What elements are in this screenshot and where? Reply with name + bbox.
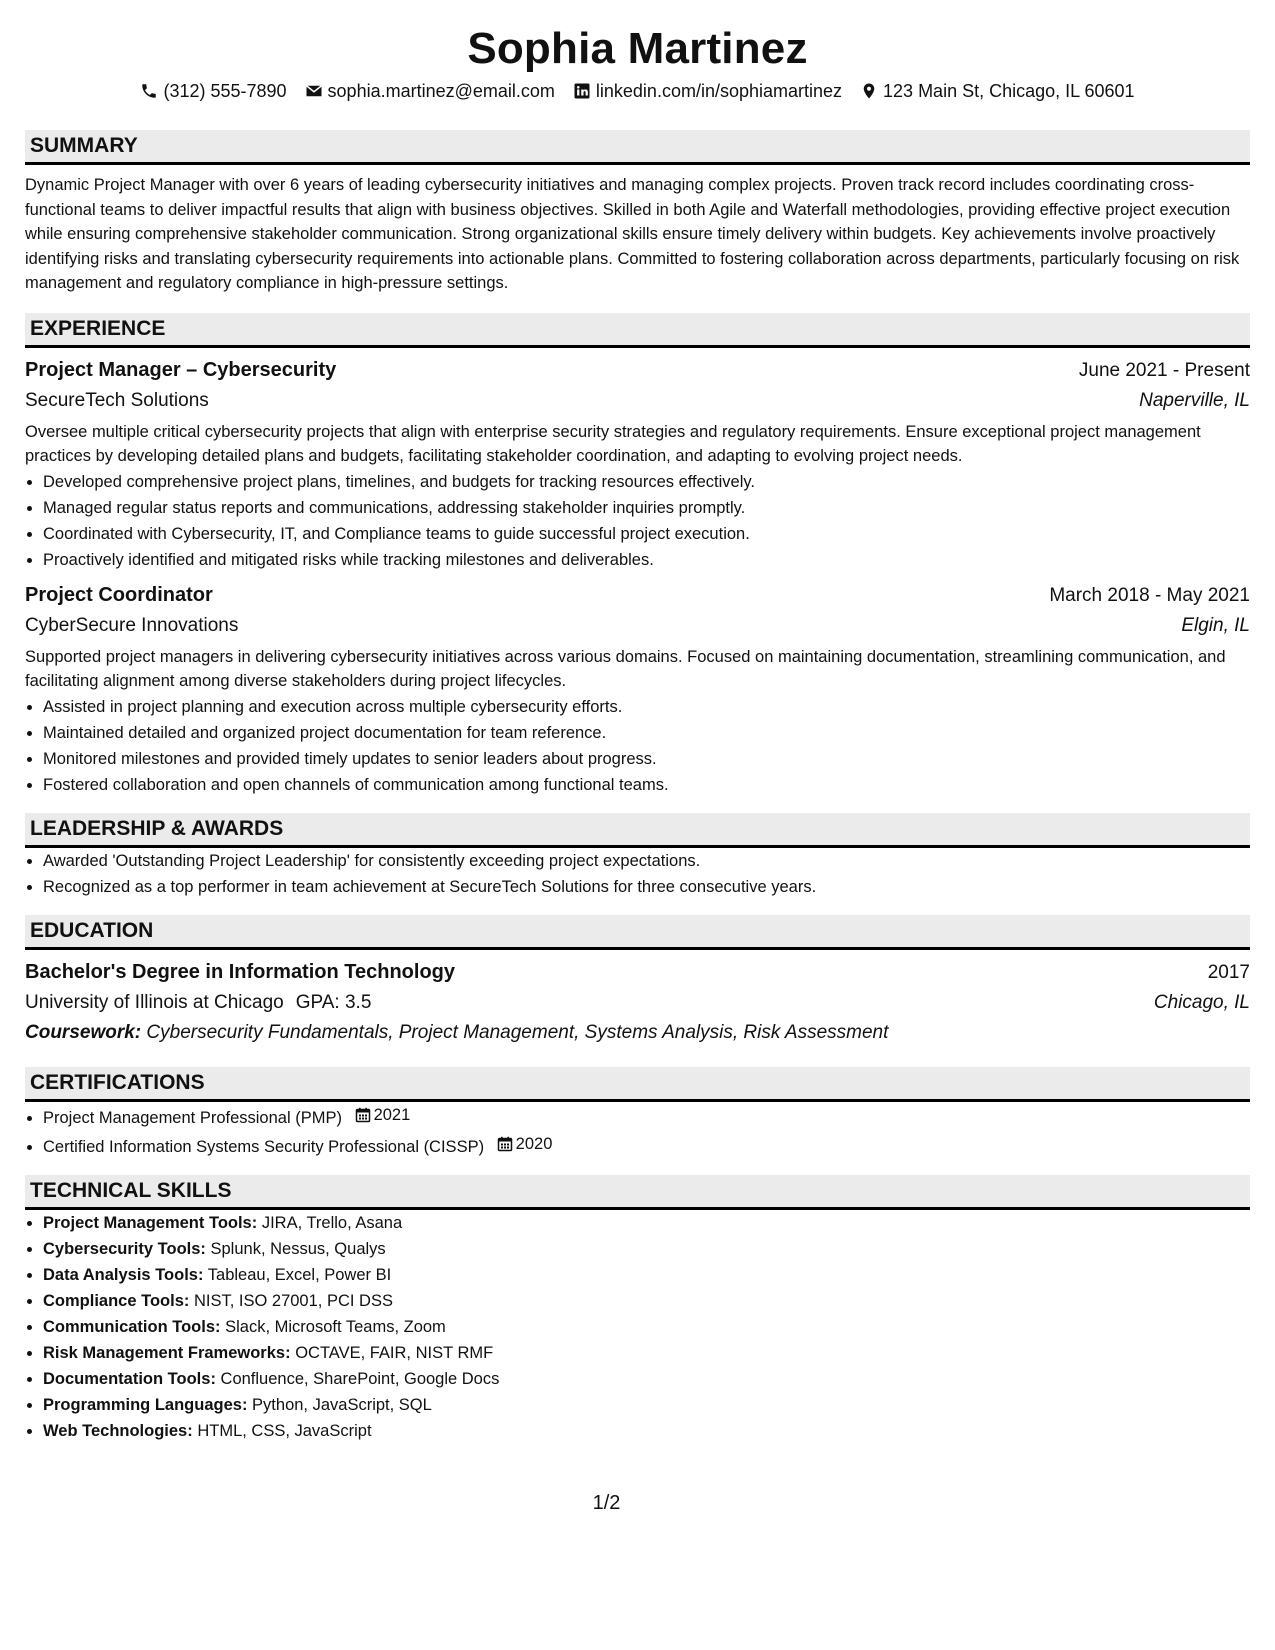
calendar-icon bbox=[355, 1107, 371, 1123]
skills-heading: TECHNICAL SKILLS bbox=[25, 1175, 1250, 1210]
list-item bbox=[43, 1340, 1250, 1366]
calendar-icon bbox=[497, 1136, 513, 1152]
job-company: CyberSecure Innovations bbox=[25, 614, 239, 636]
list-item bbox=[43, 1314, 1250, 1340]
linkedin-text[interactable]: linkedin.com/in/sophiamartinez bbox=[595, 81, 843, 101]
certifications-heading: CERTIFICATIONS bbox=[25, 1067, 1250, 1102]
job-bullets bbox=[25, 694, 1250, 798]
skill-label: Cybersecurity Tools: bbox=[43, 1239, 206, 1258]
list-item: • Monitored milestones and provided timely updates to senior leaders about progress. bbox=[43, 746, 1250, 772]
contact-address bbox=[860, 78, 1135, 104]
skill-value: Tableau, Excel, Power BI bbox=[207, 1265, 392, 1284]
list-item: • Coordinated with Cybersecurity, IT, and Compliance teams to guide successful project execution. bbox=[43, 521, 1250, 547]
school-location: Chicago, IL bbox=[1153, 991, 1250, 1013]
job-title: Project Manager – Cybersecurity bbox=[25, 358, 337, 381]
leadership-list bbox=[25, 848, 1250, 900]
skill-label: Data Analysis Tools: bbox=[43, 1265, 204, 1284]
skill-label: Web Technologies: bbox=[43, 1421, 193, 1440]
skill-label: Documentation Tools: bbox=[43, 1369, 216, 1388]
certification-name: Certified Information Systems Security Professional (CISSP) bbox=[43, 1137, 485, 1156]
skill-label: Project Management Tools: bbox=[43, 1213, 258, 1232]
list-item bbox=[43, 1262, 1250, 1288]
skill-value: Confluence, SharePoint, Google Docs bbox=[220, 1369, 500, 1388]
skill-label: Compliance Tools: bbox=[43, 1291, 190, 1310]
degree-title: Bachelor's Degree in Information Technology bbox=[25, 960, 456, 983]
list-item: • Assisted in project planning and execution across multiple cybersecurity efforts. bbox=[43, 694, 1250, 720]
skill-label: Programming Languages: bbox=[43, 1395, 248, 1414]
skill-value: OCTAVE, FAIR, NIST RMF bbox=[295, 1343, 494, 1362]
contact-email[interactable] bbox=[305, 78, 555, 104]
skill-label: Risk Management Frameworks: bbox=[43, 1343, 291, 1362]
summary-text: Dynamic Project Manager with over 6 years of leading cybersecurity initiatives and managing complex projects. Proven track record includes coordinating cross-functional teams to deliver impactful results that align with business objectives. Skilled in both Agile and Waterfall methodologies, providing effective project execution while ensuring comprehensive stakeholder communication. Strong organizational skills ensure timely delivery within budgets. Key achievements involve proactively identifying risks and translating cybersecurity requirements into actionable plans. Committed to fostering collaboration across departments, particularly focusing on risk management and regulatory compliance in high-pressure settings. bbox=[25, 176, 1240, 292]
job-title: Project Coordinator bbox=[25, 583, 213, 606]
certifications-list bbox=[25, 1102, 1250, 1160]
job-description: Oversee multiple critical cybersecurity projects that align with enterprise security strategies and regulatory requirements. Ensure exceptional project management practices by developing detailed plans and budgets, facilitating stakeholder coordination, and adapting to evolving project needs. bbox=[25, 422, 1201, 465]
list-item: • Maintained detailed and organized project documentation for team reference. bbox=[43, 720, 1250, 746]
job-description: Supported project managers in delivering cybersecurity initiatives across various domains. Focused on maintaining documentation, streamlining communication, and facilitating alignment among diverse stakeholders during project lifecycles. bbox=[25, 647, 1226, 690]
envelope-icon bbox=[305, 82, 323, 100]
coursework-list: Cybersecurity Fundamentals, Project Management, Systems Analysis, Risk Assessment bbox=[146, 1021, 889, 1043]
job-entry bbox=[25, 581, 1250, 798]
job-location: Naperville, IL bbox=[1139, 389, 1250, 411]
skill-label: Communication Tools: bbox=[43, 1317, 221, 1336]
job-company: SecureTech Solutions bbox=[25, 389, 209, 411]
certification-date bbox=[497, 1131, 553, 1157]
list-item bbox=[43, 1236, 1250, 1262]
certification-date bbox=[355, 1102, 411, 1128]
skills-list bbox=[25, 1210, 1250, 1444]
list-item: • Awarded 'Outstanding Project Leadership' for consistently exceeding project expectations. bbox=[43, 848, 1250, 874]
summary-heading: SUMMARY bbox=[25, 130, 1250, 165]
list-item bbox=[43, 1392, 1250, 1418]
contact-linkedin[interactable] bbox=[573, 78, 842, 104]
list-item: • Managed regular status reports and communications, addressing stakeholder inquiries promptly. bbox=[43, 495, 1250, 521]
email-text[interactable]: sophia.martinez@email.com bbox=[327, 81, 555, 101]
gpa: GPA: 3.5 bbox=[295, 991, 372, 1013]
map-pin-icon bbox=[860, 82, 878, 100]
leadership-heading: LEADERSHIP & AWARDS bbox=[25, 813, 1250, 848]
phone-text: (312) 555-7890 bbox=[163, 81, 287, 101]
job-entry bbox=[25, 356, 1250, 573]
education-heading: EDUCATION bbox=[25, 915, 1250, 950]
graduation-year: 2017 bbox=[1207, 961, 1250, 983]
phone-icon bbox=[140, 82, 158, 100]
job-company-row bbox=[25, 610, 1250, 641]
list-item bbox=[43, 1210, 1250, 1236]
school-info bbox=[25, 987, 371, 1018]
skill-value: HTML, CSS, JavaScript bbox=[197, 1421, 372, 1440]
list-item bbox=[43, 1366, 1250, 1392]
skill-value: JIRA, Trello, Asana bbox=[261, 1213, 403, 1232]
school-row bbox=[25, 987, 1250, 1018]
skill-value: Python, JavaScript, SQL bbox=[252, 1395, 432, 1414]
linkedin-icon bbox=[573, 82, 591, 100]
list-item: • Proactively identified and mitigated risks while tracking milestones and deliverables. bbox=[43, 547, 1250, 573]
skill-value: NIST, ISO 27001, PCI DSS bbox=[193, 1291, 393, 1310]
certification-year: 2021 bbox=[373, 1105, 411, 1124]
job-title-row bbox=[25, 581, 1250, 610]
coursework-label: Coursework: bbox=[25, 1021, 142, 1043]
list-item bbox=[43, 1102, 1250, 1131]
job-location: Elgin, IL bbox=[1181, 614, 1250, 636]
candidate-name: Sophia Martinez bbox=[467, 24, 808, 73]
experience-heading: EXPERIENCE bbox=[25, 313, 1250, 348]
skill-value: Splunk, Nessus, Qualys bbox=[210, 1239, 386, 1258]
contact-bar bbox=[25, 78, 1250, 104]
list-item: • Developed comprehensive project plans, timelines, and budgets for tracking resources effectively. bbox=[43, 469, 1250, 495]
list-item bbox=[43, 1418, 1250, 1444]
job-bullets bbox=[25, 469, 1250, 573]
coursework bbox=[25, 1018, 1250, 1048]
list-item: • Fostered collaboration and open channels of communication among functional teams. bbox=[43, 772, 1250, 798]
list-item bbox=[43, 1131, 1250, 1160]
certification-name: Project Management Professional (PMP) bbox=[43, 1108, 342, 1127]
address-text: 123 Main St, Chicago, IL 60601 bbox=[883, 81, 1135, 101]
list-item bbox=[43, 1288, 1250, 1314]
job-company-row bbox=[25, 385, 1250, 416]
contact-phone bbox=[140, 78, 286, 104]
list-item: • Recognized as a top performer in team achievement at SecureTech Solutions for three consecutive years. bbox=[43, 874, 1250, 900]
job-date: March 2018 - May 2021 bbox=[1049, 584, 1250, 606]
skill-value: Slack, Microsoft Teams, Zoom bbox=[225, 1317, 446, 1336]
resume-content bbox=[25, 20, 1250, 1444]
page-number: 1/2 bbox=[592, 1492, 621, 1514]
school-name: University of Illinois at Chicago bbox=[25, 991, 284, 1013]
job-date: June 2021 - Present bbox=[1078, 359, 1250, 381]
job-title-row bbox=[25, 356, 1250, 385]
degree-row bbox=[25, 958, 1250, 987]
certification-year: 2020 bbox=[515, 1134, 553, 1153]
